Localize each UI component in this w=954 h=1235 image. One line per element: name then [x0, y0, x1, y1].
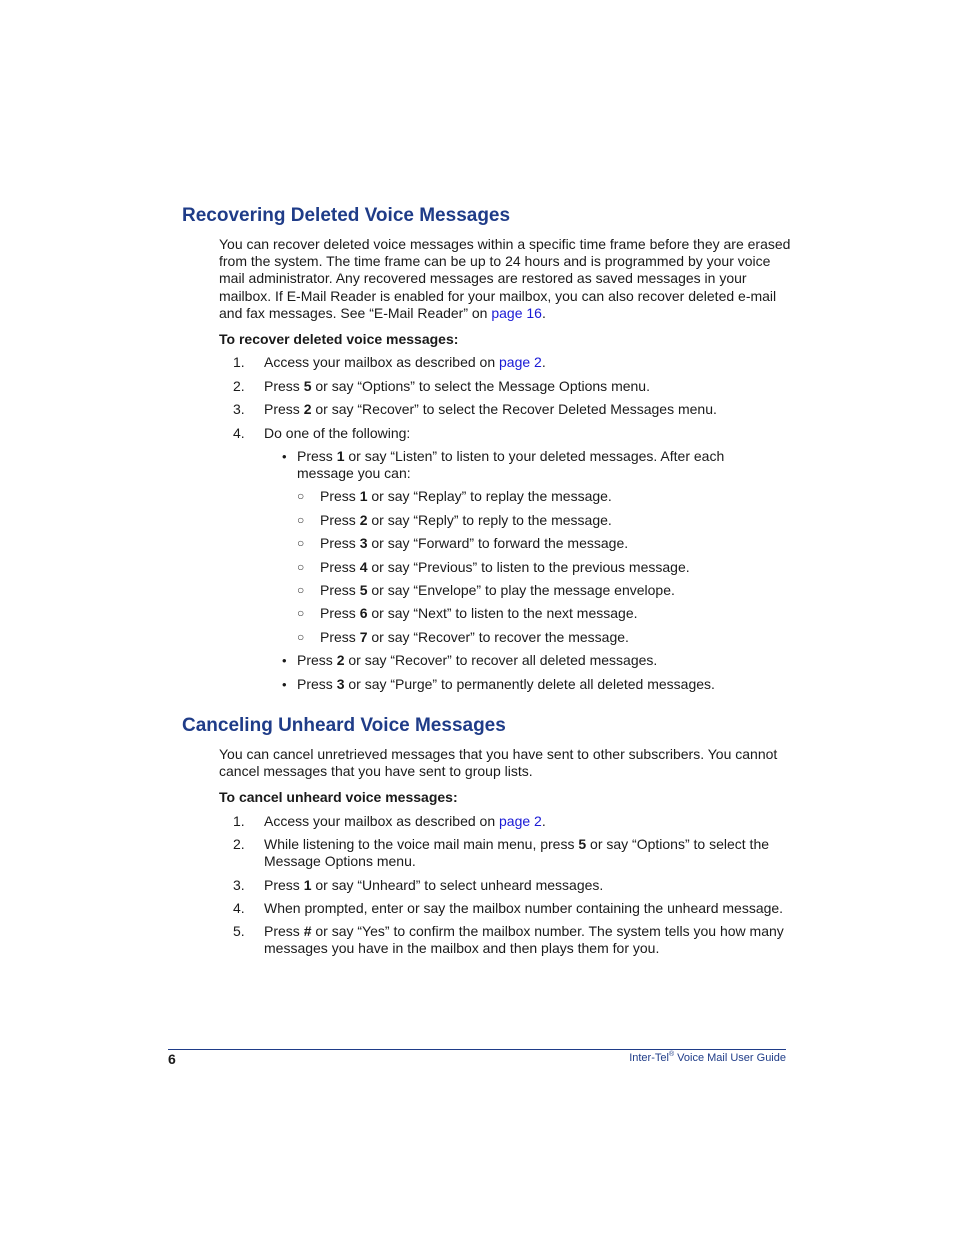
section-heading-canceling: Canceling Unheard Voice Messages: [182, 715, 506, 736]
section-intro: You can cancel unretrieved messages that you have sent to other subscribers. You cannot cancel messages that you have sent to group lists.: [219, 746, 778, 780]
circle-bullet-icon: ○: [297, 606, 305, 620]
footer-divider: [168, 1049, 786, 1050]
page-number: 6: [168, 1051, 176, 1067]
page-link[interactable]: page 2: [499, 354, 542, 370]
circle-bullet-icon: ○: [297, 583, 305, 597]
section-heading-recovering: Recovering Deleted Voice Messages: [182, 205, 511, 226]
circle-bullet-icon: ○: [297, 513, 305, 527]
procedure-heading: To recover deleted voice messages:: [219, 331, 459, 347]
footer-guide-title: Inter-Tel® Voice Mail User Guide: [629, 1051, 786, 1064]
bullet-icon: •: [282, 653, 287, 668]
circle-bullet-icon: ○: [297, 489, 305, 503]
page-link[interactable]: page 16: [491, 304, 542, 321]
circle-bullet-icon: ○: [297, 560, 305, 574]
bullet-icon: •: [282, 449, 287, 464]
section-intro: You can recover deleted voice messages within a specific time frame before they are erased from the system. The time frame can be up to 24 hours and is programmed by your voice mail administrator. Any recovered messages are restored as saved messages in your mailbox. If E-Mail Reader is enabled for your mailbox, you can also recover deleted e-mail and fax messages. See “E-Mail Reader” on page 16.: [219, 236, 791, 321]
circle-bullet-icon: ○: [297, 536, 305, 550]
circle-bullet-icon: ○: [297, 630, 305, 644]
bullet-icon: •: [282, 677, 287, 692]
procedure-heading: To cancel unheard voice messages:: [219, 789, 458, 805]
document-page: Recovering Deleted Voice Messages You can recover deleted voice messages within a specific time frame before they are erased from the system. The time frame can be up to 24 hours and is programmed by your voice mail administrator. Any recovered messages are restored as saved messages in your mailbox. If E-Mail Reader is enabled for your mailbox, you can also recover deleted e-mail and fax messages. See “E-Mail Reader” on page 16. To recover deleted voice messages: 1. Access your mailbox as described on page 2. 2. Press 5 or say “Options” to select the Message Options menu. 3. Press 2 or say “Recover” to select the Recover Deleted Messages menu. 4. Do one of the following: • Press 1 or say “Listen” to listen to your deleted messages. After each message you can: ○ Press 1 or say “Replay” to replay the message. ○ Press 2 or say “Reply” to reply to the message. ○ Press 3 or say “Forward” to forward the message. ○ Press 4 or say “Previous” to listen to the previous message. ○ Press 5 or say “Envelope” to play the message envelope. ○ Press 6 or say “Next” to listen to the next message. ○ Press 7 or say “Recover” to recover the message. • Press 2 or say “Recover” to recover all deleted messages. • Press 3 or say “Purge” to permanently delete all deleted messages. Canceling Unheard Voice Messages You can cancel unretrieved messages that you have sent to other subscribers. You cannot cancel messages that you have sent to group lists. To cancel unheard voice messages: 1. Access your mailbox as described on page 2. 2. While listening to the voice mail main menu, press 5 or say “Options” to select the Message Options menu. 3. Press 1 or say “Unheard” to select unheard messages. 4. When prompted, enter or say the mailbox number containing the unheard message. 5. Press # or say “Yes” to confirm the mailbox number. The system tells you how many messages you have in the mailbox and then plays them for you. 6 Inter-Tel® Voice Mail User Guide: [168, 205, 791, 1067]
page-link[interactable]: page 2: [499, 813, 542, 829]
